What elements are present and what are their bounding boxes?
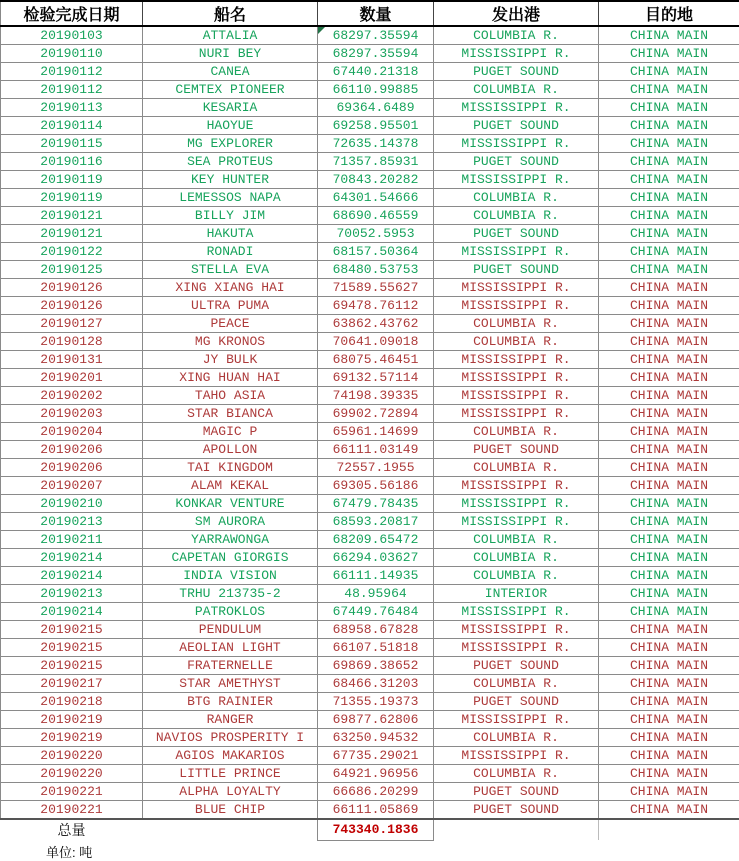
cell-departure-port[interactable]: COLUMBIA R. <box>434 315 599 333</box>
cell-ship-name[interactable]: TRHU 213735-2 <box>143 585 318 603</box>
table-row <box>1 63 739 81</box>
cell-departure-port[interactable]: MISSISSIPPI R. <box>434 297 599 315</box>
cell-departure-port[interactable]: MISSISSIPPI R. <box>434 477 599 495</box>
cell-inspection-date[interactable]: 20190119 <box>1 189 143 207</box>
cell-quantity[interactable]: 68209.65472 <box>318 531 434 549</box>
cell-destination[interactable]: CHINA MAIN <box>599 531 739 549</box>
table-row <box>1 567 739 585</box>
cell-destination[interactable]: CHINA MAIN <box>599 585 739 603</box>
cell-ship-name[interactable]: AGIOS MAKARIOS <box>143 747 318 765</box>
header-destination[interactable]: 目的地 <box>599 1 739 26</box>
cell-ship-name[interactable]: STELLA EVA <box>143 261 318 279</box>
cell-ship-name[interactable]: XING XIANG HAI <box>143 279 318 297</box>
cell-quantity[interactable]: 68297.35594 <box>318 45 434 63</box>
cell-destination[interactable]: CHINA MAIN <box>599 657 739 675</box>
cell-departure-port[interactable]: COLUMBIA R. <box>434 567 599 585</box>
cell-departure-port[interactable]: MISSISSIPPI R. <box>434 279 599 297</box>
cell-destination[interactable]: CHINA MAIN <box>599 405 739 423</box>
cell-ship-name[interactable]: JY BULK <box>143 351 318 369</box>
cell-departure-port[interactable]: COLUMBIA R. <box>434 189 599 207</box>
cell-destination[interactable]: CHINA MAIN <box>599 207 739 225</box>
cell-destination[interactable]: CHINA MAIN <box>599 729 739 747</box>
cell-ship-name[interactable]: MG KRONOS <box>143 333 318 351</box>
cell-departure-port[interactable]: COLUMBIA R. <box>434 207 599 225</box>
cell-inspection-date[interactable]: 20190210 <box>1 495 143 513</box>
cell-inspection-date[interactable]: 20190203 <box>1 405 143 423</box>
total-quantity-cell[interactable]: 743340.1836 <box>318 819 434 840</box>
table-row <box>1 207 739 225</box>
table-row <box>1 405 739 423</box>
cell-departure-port[interactable]: PUGET SOUND <box>434 261 599 279</box>
cell-ship-name[interactable]: HAOYUE <box>143 117 318 135</box>
table-row <box>1 531 739 549</box>
cell-departure-port[interactable]: COLUMBIA R. <box>434 675 599 693</box>
table-row <box>1 243 739 261</box>
cell-destination[interactable]: CHINA MAIN <box>599 135 739 153</box>
cell-quantity[interactable]: 70641.09018 <box>318 333 434 351</box>
cell-ship-name[interactable]: MG EXPLORER <box>143 135 318 153</box>
cell-ship-name[interactable]: NAVIOS PROSPERITY I <box>143 729 318 747</box>
cell-departure-port[interactable]: COLUMBIA R. <box>434 26 599 45</box>
cell-destination[interactable]: CHINA MAIN <box>599 603 739 621</box>
cell-inspection-date[interactable]: 20190213 <box>1 585 143 603</box>
table-row <box>1 711 739 729</box>
table-row <box>1 549 739 567</box>
cell-ship-name[interactable]: SEA PROTEUS <box>143 153 318 171</box>
cell-ship-name[interactable]: STAR BIANCA <box>143 405 318 423</box>
cell-ship-name[interactable]: AEOLIAN LIGHT <box>143 639 318 657</box>
table-row <box>1 117 739 135</box>
table-row <box>1 333 739 351</box>
cell-ship-name[interactable]: SM AURORA <box>143 513 318 531</box>
cell-inspection-date[interactable]: 20190126 <box>1 297 143 315</box>
cell-destination[interactable]: CHINA MAIN <box>599 477 739 495</box>
cell-ship-name[interactable]: RONADI <box>143 243 318 261</box>
cell-quantity[interactable]: 68157.50364 <box>318 243 434 261</box>
cell-quantity[interactable]: 69902.72894 <box>318 405 434 423</box>
total-empty-ship-cell[interactable] <box>143 819 318 840</box>
cell-ship-name[interactable]: PEACE <box>143 315 318 333</box>
cell-ship-name[interactable]: KESARIA <box>143 99 318 117</box>
table-row <box>1 387 739 405</box>
cell-inspection-date[interactable]: 20190119 <box>1 171 143 189</box>
cell-departure-port[interactable]: MISSISSIPPI R. <box>434 711 599 729</box>
total-empty-port-cell[interactable] <box>434 819 599 840</box>
cell-departure-port[interactable]: PUGET SOUND <box>434 117 599 135</box>
cell-inspection-date[interactable]: 20190215 <box>1 621 143 639</box>
cell-inspection-date[interactable]: 20190121 <box>1 225 143 243</box>
cell-inspection-date[interactable]: 20190220 <box>1 747 143 765</box>
table-row <box>1 225 739 243</box>
header-departure-port[interactable]: 发出港 <box>434 1 599 26</box>
cell-inspection-date[interactable]: 20190131 <box>1 351 143 369</box>
table-row <box>1 351 739 369</box>
cell-quantity[interactable]: 66111.05869 <box>318 801 434 820</box>
cell-quantity[interactable]: 69877.62806 <box>318 711 434 729</box>
cell-destination[interactable]: CHINA MAIN <box>599 261 739 279</box>
cell-quantity[interactable]: 66110.99885 <box>318 81 434 99</box>
cell-quantity[interactable]: 66686.20299 <box>318 783 434 801</box>
cell-inspection-date[interactable]: 20190112 <box>1 63 143 81</box>
cell-departure-port[interactable]: MISSISSIPPI R. <box>434 513 599 531</box>
cell-ship-name[interactable]: TAI KINGDOM <box>143 459 318 477</box>
cell-departure-port[interactable]: MISSISSIPPI R. <box>434 639 599 657</box>
cell-ship-name[interactable]: CEMTEX PIONEER <box>143 81 318 99</box>
cell-destination[interactable]: CHINA MAIN <box>599 747 739 765</box>
table-row <box>1 261 739 279</box>
cell-quantity[interactable]: 69305.56186 <box>318 477 434 495</box>
cell-destination[interactable]: CHINA MAIN <box>599 549 739 567</box>
cell-departure-port[interactable]: PUGET SOUND <box>434 441 599 459</box>
cell-inspection-date[interactable]: 20190125 <box>1 261 143 279</box>
cell-quantity[interactable]: 67449.76484 <box>318 603 434 621</box>
cell-ship-name[interactable]: LITTLE PRINCE <box>143 765 318 783</box>
cell-inspection-date[interactable]: 20190112 <box>1 81 143 99</box>
header-inspection-date[interactable]: 检验完成日期 <box>1 1 143 26</box>
cell-quantity[interactable]: 69132.57114 <box>318 369 434 387</box>
cell-departure-port[interactable]: PUGET SOUND <box>434 657 599 675</box>
cell-destination[interactable]: CHINA MAIN <box>599 783 739 801</box>
cell-ship-name[interactable]: PENDULUM <box>143 621 318 639</box>
table-row <box>1 171 739 189</box>
cell-departure-port[interactable]: MISSISSIPPI R. <box>434 405 599 423</box>
cell-quantity[interactable]: 63862.43762 <box>318 315 434 333</box>
table-row <box>1 783 739 801</box>
cell-inspection-date[interactable]: 20190206 <box>1 441 143 459</box>
cell-destination[interactable]: CHINA MAIN <box>599 351 739 369</box>
cell-inspection-date[interactable]: 20190126 <box>1 279 143 297</box>
cell-destination[interactable]: CHINA MAIN <box>599 315 739 333</box>
cell-destination[interactable]: CHINA MAIN <box>599 621 739 639</box>
cell-destination[interactable]: CHINA MAIN <box>599 441 739 459</box>
cell-ship-name[interactable]: INDIA VISION <box>143 567 318 585</box>
cell-inspection-date[interactable]: 20190214 <box>1 603 143 621</box>
cell-ship-name[interactable]: ALPHA LOYALTY <box>143 783 318 801</box>
cell-inspection-date[interactable]: 20190202 <box>1 387 143 405</box>
cell-ship-name[interactable]: BILLY JIM <box>143 207 318 225</box>
table-row <box>1 513 739 531</box>
cell-quantity[interactable]: 71589.55627 <box>318 279 434 297</box>
table-row <box>1 423 739 441</box>
cell-inspection-date[interactable]: 20190127 <box>1 315 143 333</box>
table-row <box>1 639 739 657</box>
cell-quantity[interactable]: 68958.67828 <box>318 621 434 639</box>
cell-quantity[interactable]: 48.95964 <box>318 585 434 603</box>
table-row <box>1 369 739 387</box>
header-quantity[interactable]: 数量 <box>318 1 434 26</box>
cell-destination[interactable]: CHINA MAIN <box>599 513 739 531</box>
cell-quantity[interactable]: 67479.78435 <box>318 495 434 513</box>
cell-ship-name[interactable]: RANGER <box>143 711 318 729</box>
cell-ship-name[interactable]: TAHO ASIA <box>143 387 318 405</box>
cell-destination[interactable]: CHINA MAIN <box>599 297 739 315</box>
cell-inspection-date[interactable]: 20190221 <box>1 801 143 820</box>
cell-error-marker-icon <box>318 27 325 34</box>
table-row <box>1 279 739 297</box>
cell-quantity[interactable]: 68466.31203 <box>318 675 434 693</box>
cell-departure-port[interactable]: COLUMBIA R. <box>434 549 599 567</box>
cell-quantity[interactable]: 71357.85931 <box>318 153 434 171</box>
cell-ship-name[interactable]: APOLLON <box>143 441 318 459</box>
cell-departure-port[interactable]: MISSISSIPPI R. <box>434 603 599 621</box>
cell-inspection-date[interactable]: 20190218 <box>1 693 143 711</box>
cell-departure-port[interactable]: COLUMBIA R. <box>434 531 599 549</box>
cell-inspection-date[interactable]: 20190215 <box>1 657 143 675</box>
cell-destination[interactable]: CHINA MAIN <box>599 279 739 297</box>
cell-quantity[interactable]: 71355.19373 <box>318 693 434 711</box>
cell-destination[interactable]: CHINA MAIN <box>599 801 739 820</box>
cell-ship-name[interactable]: LEMESSOS NAPA <box>143 189 318 207</box>
cell-ship-name[interactable]: YARRAWONGA <box>143 531 318 549</box>
cell-inspection-date[interactable]: 20190213 <box>1 513 143 531</box>
cell-inspection-date[interactable]: 20190207 <box>1 477 143 495</box>
cell-ship-name[interactable]: MAGIC P <box>143 423 318 441</box>
cell-quantity[interactable]: 64921.96956 <box>318 765 434 783</box>
cell-destination[interactable]: CHINA MAIN <box>599 26 739 45</box>
cell-quantity[interactable]: 69258.95501 <box>318 117 434 135</box>
table-row <box>1 693 739 711</box>
cell-quantity[interactable]: 70843.20282 <box>318 171 434 189</box>
cell-destination[interactable]: CHINA MAIN <box>599 99 739 117</box>
cell-quantity[interactable]: 63250.94532 <box>318 729 434 747</box>
table-row <box>1 189 739 207</box>
cell-departure-port[interactable]: COLUMBIA R. <box>434 729 599 747</box>
cell-ship-name[interactable]: KEY HUNTER <box>143 171 318 189</box>
total-row <box>1 819 739 840</box>
total-empty-dest-cell[interactable] <box>599 819 739 840</box>
table-row <box>1 675 739 693</box>
table-row <box>1 297 739 315</box>
header-row <box>1 1 739 26</box>
header-ship-name[interactable]: 船名 <box>143 1 318 26</box>
cell-quantity[interactable]: 66294.03627 <box>318 549 434 567</box>
cell-quantity[interactable]: 68690.46559 <box>318 207 434 225</box>
cell-destination[interactable]: CHINA MAIN <box>599 693 739 711</box>
table-row <box>1 459 739 477</box>
cell-destination[interactable]: CHINA MAIN <box>599 387 739 405</box>
cell-departure-port[interactable]: MISSISSIPPI R. <box>434 135 599 153</box>
cell-quantity[interactable]: 67440.21318 <box>318 63 434 81</box>
cell-quantity[interactable]: 68297.35594 <box>318 26 434 45</box>
table-row <box>1 621 739 639</box>
cell-ship-name[interactable]: BLUE CHIP <box>143 801 318 820</box>
cell-inspection-date[interactable]: 20190128 <box>1 333 143 351</box>
cell-departure-port[interactable]: MISSISSIPPI R. <box>434 387 599 405</box>
cell-departure-port[interactable]: PUGET SOUND <box>434 63 599 81</box>
cell-inspection-date[interactable]: 20190206 <box>1 459 143 477</box>
cell-destination[interactable]: CHINA MAIN <box>599 495 739 513</box>
cell-inspection-date[interactable]: 20190221 <box>1 783 143 801</box>
cell-inspection-date[interactable]: 20190214 <box>1 549 143 567</box>
cell-quantity[interactable]: 66107.51818 <box>318 639 434 657</box>
cell-ship-name[interactable]: CAPETAN GIORGIS <box>143 549 318 567</box>
cell-quantity[interactable]: 72557.1955 <box>318 459 434 477</box>
cell-quantity[interactable]: 68075.46451 <box>318 351 434 369</box>
cell-departure-port[interactable]: INTERIOR <box>434 585 599 603</box>
cell-departure-port[interactable]: MISSISSIPPI R. <box>434 243 599 261</box>
table-row <box>1 729 739 747</box>
cell-inspection-date[interactable]: 20190220 <box>1 765 143 783</box>
table-row <box>1 315 739 333</box>
cell-quantity[interactable]: 70052.5953 <box>318 225 434 243</box>
cell-departure-port[interactable]: PUGET SOUND <box>434 225 599 243</box>
cell-destination[interactable]: CHINA MAIN <box>599 63 739 81</box>
cell-departure-port[interactable]: MISSISSIPPI R. <box>434 171 599 189</box>
cell-quantity[interactable]: 68480.53753 <box>318 261 434 279</box>
cell-destination[interactable]: CHINA MAIN <box>599 369 739 387</box>
table-row <box>1 99 739 117</box>
cell-departure-port[interactable]: COLUMBIA R. <box>434 333 599 351</box>
cell-quantity[interactable]: 66111.14935 <box>318 567 434 585</box>
cell-ship-name[interactable]: XING HUAN HAI <box>143 369 318 387</box>
cell-ship-name[interactable]: PATROKLOS <box>143 603 318 621</box>
cell-quantity[interactable]: 72635.14378 <box>318 135 434 153</box>
cell-inspection-date[interactable]: 20190219 <box>1 711 143 729</box>
table-row <box>1 135 739 153</box>
cell-ship-name[interactable]: ATTALIA <box>143 26 318 45</box>
table-row <box>1 657 739 675</box>
cell-ship-name[interactable]: KONKAR VENTURE <box>143 495 318 513</box>
cell-destination[interactable]: CHINA MAIN <box>599 117 739 135</box>
cell-inspection-date[interactable]: 20190113 <box>1 99 143 117</box>
cell-departure-port[interactable]: PUGET SOUND <box>434 801 599 820</box>
cell-departure-port[interactable]: COLUMBIA R. <box>434 423 599 441</box>
cell-departure-port[interactable]: MISSISSIPPI R. <box>434 99 599 117</box>
cell-ship-name[interactable]: CANEA <box>143 63 318 81</box>
cell-destination[interactable]: CHINA MAIN <box>599 459 739 477</box>
cell-destination[interactable]: CHINA MAIN <box>599 333 739 351</box>
unit-note: 单位: 吨 <box>0 841 739 856</box>
cell-destination[interactable]: CHINA MAIN <box>599 567 739 585</box>
cell-departure-port[interactable]: COLUMBIA R. <box>434 765 599 783</box>
cell-quantity[interactable]: 67735.29021 <box>318 747 434 765</box>
cell-departure-port[interactable]: COLUMBIA R. <box>434 459 599 477</box>
cell-departure-port[interactable]: COLUMBIA R. <box>434 81 599 99</box>
cell-departure-port[interactable]: MISSISSIPPI R. <box>434 369 599 387</box>
cell-destination[interactable]: CHINA MAIN <box>599 639 739 657</box>
cell-departure-port[interactable]: MISSISSIPPI R. <box>434 495 599 513</box>
table-row <box>1 81 739 99</box>
table-row <box>1 603 739 621</box>
table-row <box>1 801 739 820</box>
cell-ship-name[interactable]: HAKUTA <box>143 225 318 243</box>
cell-destination[interactable]: CHINA MAIN <box>599 423 739 441</box>
table-row <box>1 495 739 513</box>
total-label-cell[interactable]: 总量 <box>1 819 143 840</box>
cell-quantity[interactable]: 68593.20817 <box>318 513 434 531</box>
cell-departure-port[interactable]: PUGET SOUND <box>434 153 599 171</box>
cell-ship-name[interactable]: ALAM KEKAL <box>143 477 318 495</box>
cell-ship-name[interactable]: ULTRA PUMA <box>143 297 318 315</box>
cell-departure-port[interactable]: MISSISSIPPI R. <box>434 351 599 369</box>
table-row <box>1 441 739 459</box>
cell-destination[interactable]: CHINA MAIN <box>599 225 739 243</box>
cell-inspection-date[interactable]: 20190211 <box>1 531 143 549</box>
cell-inspection-date[interactable]: 20190219 <box>1 729 143 747</box>
cell-inspection-date[interactable]: 20190110 <box>1 45 143 63</box>
cell-departure-port[interactable]: PUGET SOUND <box>434 783 599 801</box>
cell-quantity[interactable]: 74198.39335 <box>318 387 434 405</box>
cell-inspection-date[interactable]: 20190114 <box>1 117 143 135</box>
cell-destination[interactable]: CHINA MAIN <box>599 45 739 63</box>
cell-inspection-date[interactable]: 20190115 <box>1 135 143 153</box>
cell-destination[interactable]: CHINA MAIN <box>599 711 739 729</box>
table-row <box>1 747 739 765</box>
table-row <box>1 45 739 63</box>
cell-destination[interactable]: CHINA MAIN <box>599 243 739 261</box>
cell-inspection-date[interactable]: 20190215 <box>1 639 143 657</box>
cell-ship-name[interactable]: NURI BEY <box>143 45 318 63</box>
cell-ship-name[interactable]: FRATERNELLE <box>143 657 318 675</box>
cell-quantity[interactable]: 65961.14699 <box>318 423 434 441</box>
cell-inspection-date[interactable]: 20190204 <box>1 423 143 441</box>
cell-ship-name[interactable]: BTG RAINIER <box>143 693 318 711</box>
cell-departure-port[interactable]: MISSISSIPPI R. <box>434 45 599 63</box>
cell-destination[interactable]: CHINA MAIN <box>599 81 739 99</box>
table-row <box>1 26 739 45</box>
table-body <box>1 26 739 819</box>
cell-quantity[interactable]: 66111.03149 <box>318 441 434 459</box>
cell-quantity[interactable]: 64301.54666 <box>318 189 434 207</box>
cell-inspection-date[interactable]: 20190121 <box>1 207 143 225</box>
cell-inspection-date[interactable]: 20190217 <box>1 675 143 693</box>
cell-inspection-date[interactable]: 20190122 <box>1 243 143 261</box>
cell-departure-port[interactable]: PUGET SOUND <box>434 693 599 711</box>
cell-destination[interactable]: CHINA MAIN <box>599 675 739 693</box>
table-row <box>1 477 739 495</box>
cell-inspection-date[interactable]: 20190214 <box>1 567 143 585</box>
cell-destination[interactable]: CHINA MAIN <box>599 765 739 783</box>
cell-inspection-date[interactable]: 20190116 <box>1 153 143 171</box>
cell-quantity[interactable]: 69478.76112 <box>318 297 434 315</box>
table-row <box>1 585 739 603</box>
cell-departure-port[interactable]: MISSISSIPPI R. <box>434 747 599 765</box>
table-row <box>1 153 739 171</box>
cell-destination[interactable]: CHINA MAIN <box>599 171 739 189</box>
cell-destination[interactable]: CHINA MAIN <box>599 189 739 207</box>
table-row <box>1 765 739 783</box>
cell-quantity[interactable]: 69869.38652 <box>318 657 434 675</box>
cell-quantity[interactable]: 69364.6489 <box>318 99 434 117</box>
cell-ship-name[interactable]: STAR AMETHYST <box>143 675 318 693</box>
cell-inspection-date[interactable]: 20190201 <box>1 369 143 387</box>
cell-inspection-date[interactable]: 20190103 <box>1 26 143 45</box>
cell-departure-port[interactable]: MISSISSIPPI R. <box>434 621 599 639</box>
cell-destination[interactable]: CHINA MAIN <box>599 153 739 171</box>
